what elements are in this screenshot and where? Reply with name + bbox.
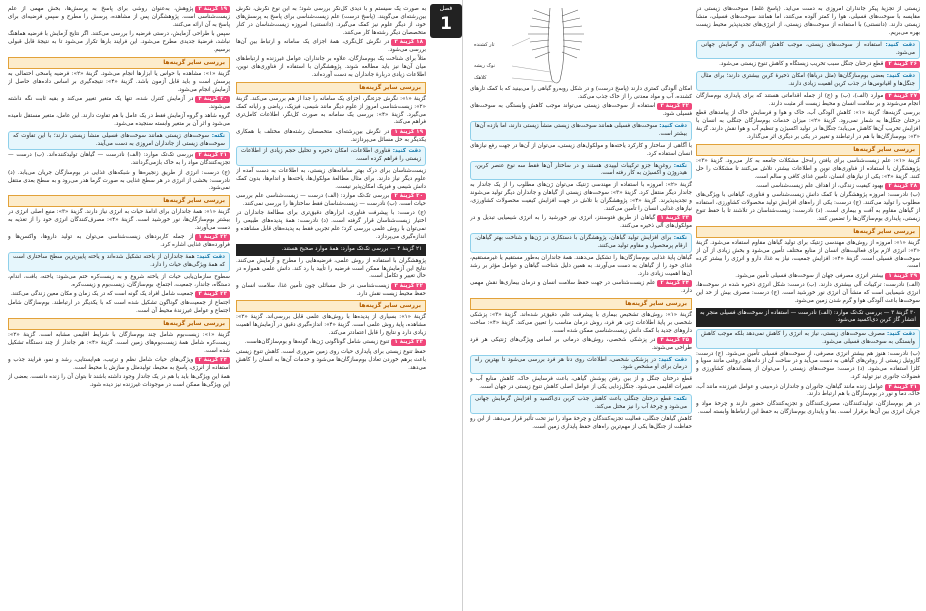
chapter-label: فصل: [439, 5, 453, 12]
tip-text: بعضی بوم‌سازگان‌ها (مثل دریاها) امکان ذخیرهٔ کربن بیشتری دارند؛ برای مثال جنگل‌ها و اقیانوس‌ها در جذب کربن اهمیت زیادی دارند.: [701, 73, 915, 88]
answer-text: استفاده از سوخت‌های زیستی می‌تواند موجب کاهش وابستگی به سوخت‌های فسیلی شود.: [470, 103, 692, 118]
body-paragraph: سطوح سازمان‌یابی حیات از یاخته شروع و به زیست‌کره ختم می‌شود: یاخته، بافت، اندام، دستگاه، جاندار، جمعیت، اجتماع، بوم‌سازگان، زیست‌بوم و زیست‌کره.: [8, 273, 230, 288]
tip-text: برای افزایش تولید گیاهان، پژوهشگران با دستکاری در ژن‌ها و شناخت بهتر گیاهان، ارقام پرمحصول و مقاوم تولید می‌کنند.: [475, 235, 687, 249]
answer-text: در نگرش بین‌رشته‌ای، متخصصان رشته‌های مختلف با همکاری یکدیگر به حل مسائل می‌پردازند.: [236, 128, 426, 143]
body-paragraph: امکان آلودگی کمتری دارند (پاسخ درست) و در شکل روبه‌رو گیاهی را می‌بینید که با کمک تارهای کشنده، آب و مواد معدنی را از خاک جذب می‌کند.: [470, 86, 692, 100]
body-paragraph: گزینهٔ «۱»: نگرش جزءنگر، اجزای یک سامانه را جدا از هم بررسی می‌کند. گزینهٔ «۲»: زیست‌شناسی امروز از علوم دیگر مانند شیمی، فیزیک، ریاضی و رایانه کمک می‌گیرد. گزینهٔ «۴»: بررسی یک سامانه به صورت کل‌نگر، اطلاعات کامل‌تری فراهم می‌کند.: [236, 95, 426, 126]
section-heading: بررسی سایر گزینه‌ها: [696, 144, 920, 156]
answer-text: تنوع زیستی شامل گوناگونی ژن‌ها، گونه‌ها و بوم‌سازگان‌هاست.: [244, 339, 390, 346]
answer-text: در نگرش کل‌نگری، همهٔ اجزای یک سامانه و ارتباط بین آن‌ها بررسی می‌شود.: [236, 38, 426, 53]
body-paragraph: (ب) نادرست: امروزه پژوهشگران با کمک دانش زیست‌شناسی و فناوری، گیاهانی با ویژگی‌های مطلوب را تولید می‌کنند. (ج) درست: یکی از راه‌های افزایش تولید محصولات کشاورزی، استفاده از گیاهان مقاوم به آفت و بیماری است. (د) نادرست: زیست‌شناسان در تلاشند تا با حفظ تنوع زیستی، پایداری بوم‌سازگان‌ها را تضمین کنند.: [696, 192, 920, 222]
body-paragraph: گزینهٔ «۲»: امروزه با استفاده از مهندسی ژنتیک می‌توان ژن‌های مطلوب را از یک جاندار به جاندار دیگر منتقل کرد. گزینهٔ «۳»: سوخت‌های زیستی از گیاهان و جانداران دیگر تولید می‌شوند و تجدیدپذیرند. گزینهٔ «۴»: پژوهشگران با تلاش در جهت افزایش کیفیت محصولات کشاورزی، نیازهای غذایی انسان را تأمین می‌کنند.: [470, 182, 692, 213]
section-heading: بررسی سایر گزینه‌ها: [470, 298, 692, 310]
body-paragraph: سپس با طراحی آزمایش، درستی فرضیه را بررسی می‌کنند. اگر نتایج آزمایش با فرضیه هماهنگ نباشد، فرضیهٔ جدیدی مطرح می‌شود. این فرایند بارها تکرار می‌شود تا به نتیجهٔ قابل قبولی برسیم.: [8, 31, 230, 53]
answer-item: [8, 234, 230, 250]
answer-item: [696, 93, 920, 109]
chapter-number: 1: [440, 14, 452, 34]
body-paragraph: (ج) درست: انرژی از طریق زنجیره‌ها و شبکه‌های غذایی در بوم‌سازگان جریان می‌یابد. (د) نادرست: بخشی از انرژی در هر سطح غذایی به صورت گرما هدر می‌رود و به سطح بعدی منتقل نمی‌شود.: [8, 169, 230, 192]
page-gutter: [462, 0, 463, 611]
figure-label-root-cap: کلاهک: [474, 75, 487, 81]
answer-item: [236, 283, 426, 299]
answer-number-badge: ۲۴ گزینهٔ ۲: [195, 357, 230, 364]
tip-text: در پزشکی شخصی، اطلاعات روی دنا هر فرد بررسی می‌شود تا بهترین راه درمان برای او مشخص شود.: [475, 356, 687, 371]
tip-text: مصرف سوخت‌های زیستی، نیاز به انرژی را کاهش نمی‌دهد بلکه موجب کاهش وابستگی به سوخت‌های فسیلی می‌شود.: [701, 330, 915, 345]
column-right-inner: [470, 6, 692, 606]
answer-item: [236, 339, 426, 347]
body-paragraph: به صورت یک سیستم و با دیدی کل‌نگر بررسی شود؛ به این نوع نگرش، نگرش بین‌رشته‌ای می‌گویند. (پاسخ درست) علم زیست‌شناسی برای پاسخ به پرسش‌های خود، از دیگر علوم نیز کمک می‌گیرد. (دانستنی) امروزه زیست‌شناسان در کنار متخصصان دیگر رشته‌ها کار می‌کنند.: [236, 6, 426, 36]
tip-label: نکته:: [211, 132, 226, 139]
answer-item: [8, 357, 230, 373]
answer-text: پژوهش، به‌عنوان روشی برای پاسخ به پرسش‌ها، بخش مهمی از علم زیست‌شناسی است. پژوهشگران پس از مشاهده، پرسش را مطرح و سپس فرضیه‌ای برای پاسخ به آن ارائه می‌کنند.: [8, 6, 230, 28]
answer-text: بهبود کیفیت زندگی، از اهداف علم زیست‌شناسی است.: [755, 182, 884, 189]
section-heading: بررسی سایر گزینه‌ها: [236, 82, 426, 94]
body-paragraph: گروه شاهد و گروه آزمایش فقط در یک عامل با هم تفاوت دارند. این عامل، متغیر مستقل نامیده می‌شود و اثر آن بر متغیر وابسته سنجیده می‌شود.: [8, 112, 230, 127]
tip-text: سوخت‌های فسیلی همانند سوخت‌های زیستی منشأ زیستی دارند، اما بازده آن‌ها بیشتر است.: [475, 122, 687, 137]
answer-item: [236, 39, 426, 55]
body-paragraph: زیستی از تجزیهٔ پیکر جانداران امروزی به دست می‌آید. (پاسخ غلط) سوخت‌های زیستی در مقایسه با سوخت‌های فسیلی، هوا را کمتر آلوده می‌کنند، اما همانند سوخت‌های فسیلی، منشأ زیستی دارند. (دانستنی) با استفاده از سوخت‌های زیستی، از انرژی‌های تجدیدپذیر محیط زیست بهره می‌بریم.: [696, 6, 920, 36]
tip-label: دقت کنید:: [196, 254, 225, 261]
answer-item: [470, 337, 692, 353]
tip-label: دقت کنید:: [886, 73, 915, 80]
body-paragraph: (ج) درست: با پیشرفت فناوری، ابزارهای دقیق‌تری برای مطالعهٔ جانداران در اختیار زیست‌شناسان قرار گرفته است. (د) نادرست: همهٔ پدیده‌های طبیعی را نمی‌توان با روش علمی بررسی کرد؛ علم تجربی فقط به پدیده‌های قابل مشاهده و اندازه‌گیری می‌پردازد.: [236, 210, 426, 241]
answer-number-badge: ۱۹ گزینهٔ ۳: [195, 6, 230, 13]
body-paragraph: حفظ تنوع زیستی برای پایداری حیات روی زمین ضروری است. کاهش تنوع زیستی باعث برهم خوردن تعادل بوم‌سازگان‌ها می‌شود و خدمات آن‌ها به انسان را کاهش می‌دهد.: [236, 348, 426, 371]
answer-item: [696, 61, 920, 69]
answer-number-badge: ۲۰ گزینهٔ ۲: [391, 193, 426, 200]
answer-number-badge: ۲۰ گزینهٔ ۴: [195, 96, 230, 103]
tip-label: دقت کنید:: [659, 122, 687, 129]
tip-box: [696, 40, 920, 60]
answer-text: گیاهان از طریق فتوسنتز، انرژی نور خورشید را به انرژی شیمیایی تبدیل و در مولکول‌های آلی ذخیره می‌کنند.: [470, 215, 692, 230]
answer-text: قطع درختان جنگل سبب تخریب زیستگاه و کاهش تنوع زیستی می‌شود.: [719, 61, 884, 68]
tip-label: نکته:: [673, 162, 688, 169]
answer-number-badge: ۳۱ گزینهٔ ۴: [885, 384, 920, 391]
section-heading: بررسی سایر گزینه‌ها: [8, 57, 230, 69]
body-paragraph: گیاهان پایهٔ غذایی بوم‌سازگان‌ها را تشکیل می‌دهند. همهٔ جانداران به‌طور مستقیم یا غیرمستقیم، غذای خود را از گیاهان به دست می‌آورند. به همین دلیل شناخت گیاهان و عوامل مؤثر بر رشد آن‌ها اهمیت زیادی دارد.: [470, 254, 692, 277]
answer-item: [236, 129, 426, 145]
answer-item: [8, 291, 230, 299]
answer-item: [696, 183, 920, 191]
tip-box: [470, 355, 692, 375]
section-heading: بررسی سایر گزینه‌ها: [8, 318, 230, 330]
body-paragraph: گزینهٔ «۱»: علم زیست‌شناسی برای یافتن راه‌حل مشکلات جامعه به کار می‌رود. گزینهٔ «۳»: پژوهشگران با استفاده از فناوری‌های نوین و اطلاعات بیشتر، تلاش می‌کنند تا مشکلات را حل کنند. گزینهٔ «۴»: یکی از نیازهای انسان، تأمین غذای کافی و سالم است.: [696, 157, 920, 180]
answer-text: از جمله کاربردهای زیست‌شناسی می‌توان به تولید داروها، واکسن‌ها و فراورده‌های غذایی اشاره کرد.: [8, 234, 230, 249]
body-paragraph: همهٔ این ویژگی‌ها باید با هم در یک جاندار وجود داشته باشند تا بتوان آن را زنده دانست. بعضی از این ویژگی‌ها ممکن است در موجودات غیرزنده نیز دیده شود.: [8, 374, 230, 389]
tip-box: [696, 329, 920, 349]
answer-text: بررسی تک‌تک موارد: (الف) نادرست — گیاهان تولیدکننده‌اند. (ب) درست — تجزیه‌کنندگان مواد را به خاک بازمی‌گردانند.: [8, 152, 230, 167]
answer-item: [8, 96, 230, 112]
body-paragraph: (ب) نادرست: هنوز هم بیشتر انرژی مصرفی، از سوخت‌های فسیلی تأمین می‌شود. (ج) درست: گازوئیل زیستی از روغن‌های گیاهی به دست می‌آید و در ساخت آن از دانه‌های روغنی مانند سویا و کلزا استفاده می‌شود. (د) درست: سوخت‌های زیستی را می‌توان از پسماندهای کشاورزی و فضولات جانوری نیز تولید کرد.: [696, 350, 920, 381]
tip-box: [8, 252, 230, 272]
answer-item: [696, 384, 920, 400]
answer-number-badge: ۲۱ گزینهٔ ۲: [195, 152, 230, 159]
tip-box: [470, 121, 692, 141]
answer-text: در پزشکی شخصی، روش‌های درمانی بر اساس ویژگی‌های ژنتیکی هر فرد طراحی می‌شوند.: [470, 336, 692, 351]
body-paragraph: بررسی گزینه‌ها: گزینهٔ «۱»: کاهش آلودگی آب، خاک و هوا و فرسایش خاک از پیامدهای قطع درختان جنگل‌ها به شمار نمی‌رود. گزینهٔ «۲»: میزان خدمات بوم‌سازگان جنگلی به انسان با افزایش تخریب آن‌ها کاهش می‌یابد؛ جنگل‌ها در تولید اکسیژن و تنظیم آب و هوا نقش دارند. گزینهٔ «۳»: بوم‌سازگان‌ها با هم در ارتباطند و تغییر در یکی بر دیگری اثر می‌گذارد.: [696, 110, 920, 140]
answer-item: [470, 103, 692, 119]
tip-label: دقت کنید:: [658, 356, 687, 363]
answer-text: بیشتر انرژی مصرفی جهان از سوخت‌های فسیلی تأمین می‌شود.: [735, 272, 884, 279]
tip-box: [8, 131, 230, 151]
body-paragraph: گزینهٔ «۱»: مشاهده با حواس یا ابزارها انجام می‌شود. گزینهٔ «۲»: فرضیه پاسخی احتمالی به پرسش است و باید قابل آزمون باشد. گزینهٔ «۴»: نتیجه‌گیری بر اساس داده‌های حاصل از آزمایش انجام می‌شود.: [8, 70, 230, 93]
answer-item: [470, 280, 692, 296]
answer-item: [8, 152, 230, 168]
answer-number-badge: ۲۸ گزینهٔ ۲: [885, 183, 920, 190]
tip-text: قطع درختان جنگلی باعث کاهش جذب کربن دی‌اکسید و افزایش گرمایش جهانی می‌شود و چرخهٔ آب را نیز مختل می‌کند.: [475, 396, 687, 411]
answer-item: [696, 273, 920, 281]
answer-number-badge: ۲۶ گزینهٔ ۲: [885, 61, 920, 68]
answer-item: [236, 193, 426, 209]
highlight-bar: ۲۱ گزینهٔ ۴ — بررسی تک‌تک موارد: همهٔ موارد صحیح هستند.: [236, 244, 426, 256]
answer-number-badge: ۲۲ گزینهٔ ۳: [391, 283, 426, 290]
tip-text: همهٔ جانداران از یاخته تشکیل شده‌اند و یاخته پایین‌ترین سطح ساختاری است که همهٔ ویژگی‌های حیات را دارد.: [13, 254, 225, 269]
answer-number-badge: ۳۲ گزینهٔ ۳: [657, 103, 692, 110]
answer-number-badge: ۳۳ گزینهٔ ۱: [657, 215, 692, 222]
body-paragraph: گزینهٔ «۱»: روش‌های تشخیص بیماری با پیشرفت علم، دقیق‌تر شده‌اند. گزینهٔ «۳»: پزشکی شخصی بر پایهٔ اطلاعات ژنی هر فرد، روش درمان مناسب را تعیین می‌کند. گزینهٔ «۴»: ساخت داروهای جدید با کمک دانش زیست‌شناسی ممکن شده است.: [470, 311, 692, 334]
body-paragraph: کاهش گیاهان جنگلی، فعالیت تجزیه‌کنندگان و چرخهٔ مواد را نیز تحت تأثیر قرار می‌دهد. از این رو حفاظت از جنگل‌ها یکی از مهم‌ترین راه‌های حفظ پایداری زمین است.: [470, 416, 692, 430]
body-paragraph: پژوهشگران با استفاده از روش علمی، فرضیه‌هایی را مطرح و آزمایش می‌کنند. نتایج این آزمایش‌ها ممکن است فرضیه را تأیید یا رد کند. دانش علمی همواره در حال تغییر و تکامل است.: [236, 257, 426, 280]
body-paragraph: با آگاهی از ساختار و کارکرد یاخته‌ها و مولکول‌های زیستی، می‌توان از آن‌ها در جهت رفع نیازهای انسان استفاده کرد.: [470, 142, 692, 157]
answer-number-badge: ۳۵ گزینهٔ ۴: [657, 337, 692, 344]
chapter-badge: [430, 4, 462, 38]
body-paragraph: گزینهٔ «۱»: همهٔ جانداران برای ادامهٔ حیات به انرژی نیاز دارند. گزینهٔ «۳»: منبع اصلی انرژی در بیشتر بوم‌سازگان‌ها، نور خورشید است. گزینهٔ «۴»: مصرف‌کنندگان انرژی خود را از تغذیه به دست می‌آورند.: [8, 209, 230, 232]
answer-text: در آزمایش کنترل شده، تنها یک متغیر تغییر می‌کند و بقیه ثابت نگه داشته می‌شوند.: [8, 95, 230, 110]
column-left-outer: [8, 6, 230, 606]
answer-number-badge: ۲۹ گزینهٔ ۱: [885, 273, 920, 280]
answer-text: موارد (الف)، (ب) و (ج) از جمله اقداماتی هستند که برای پایداری بوم‌سازگان انجام می‌شوند و بر سلامت انسان و محیط زیست اثر مثبت دارند.: [696, 93, 920, 108]
answer-text: جمعیت شامل افراد یک گونه است که در یک زمان و مکان معین زندگی می‌کنند.: [10, 291, 194, 298]
body-paragraph: زیست‌شناسان برای درک بهتر سامانه‌های زیستی، به اطلاعات به دست آمده از علوم دیگر نیاز دارند. برای مثال مطالعهٔ مولکول‌ها، یاخته‌ها و اندام‌ها، بدون کمک دانش شیمی و فیزیک امکان‌پذیر نیست.: [236, 168, 426, 191]
tip-label: دقت کنید:: [885, 41, 915, 48]
column-right-outer: [696, 6, 920, 606]
tip-box: [470, 233, 692, 253]
tip-text: سوخت‌های زیستی همانند سوخت‌های فسیلی منشأ زیستی دارند؛ با این تفاوت که سوخت‌های زیستی از جانداران امروزی به دست می‌آیند.: [13, 132, 225, 147]
section-heading: بررسی سایر گزینه‌ها: [696, 226, 920, 238]
tip-text: استفاده از سوخت‌های زیستی، موجب کاهش آلایندگی و گرمایش جهانی می‌شود.: [701, 41, 915, 56]
section-heading: بررسی سایر گزینه‌ها: [8, 195, 230, 207]
answer-number-badge: ۲۷ گزینهٔ ۴: [885, 93, 920, 100]
answer-text: زیست‌شناسی در حل مسائلی چون تأمین غذا، سلامت انسان و حفظ محیط زیست نقش دارد.: [236, 282, 426, 297]
tip-text: فناوری اطلاعات، امکان ذخیره و تحلیل حجم زیادی از اطلاعات زیستی را فراهم کرده است.: [241, 148, 421, 163]
body-paragraph: اجتماع از جمعیت‌های گوناگون تشکیل شده است که با یکدیگر در ارتباطند. بوم‌سازگان شامل اجتماع و عوامل غیرزندهٔ محیط آن است.: [8, 300, 230, 315]
figure-label-root-hair: تار کشنده: [474, 42, 495, 48]
tip-label: دقت کنید:: [886, 330, 915, 337]
answer-text: علم زیست‌شناسی در جهت حفظ سلامت انسان و درمان بیماری‌ها نقش مهمی دارد.: [470, 279, 692, 294]
body-paragraph: مثلاً برای شناخت یک بوم‌سازگان، علاوه بر جانداران، عوامل غیرزنده و ارتباط‌های میان آن‌ها نیز باید مطالعه شوند. پژوهشگران با استفاده از فناوری‌های نوین، اطلاعات زیادی دربارهٔ جانداران به دست آورده‌اند.: [236, 56, 426, 78]
tip-label: دقت کنید:: [392, 148, 422, 155]
body-paragraph: قطع درختان جنگل و از بین رفتن پوشش گیاهی، باعث فرسایش خاک، کاهش منابع آب و تغییرات اقلیمی می‌شود. جنگل‌زدایی یکی از عوامل اصلی کاهش تنوع زیستی در جهان است.: [470, 376, 692, 391]
body-paragraph: در هر بوم‌سازگان، تولیدکنندگان، مصرف‌کنندگان و تجزیه‌کنندگان حضور دارند و چرخهٔ مواد و جریان انرژی بین آن‌ها برقرار است. بقا و پایداری بوم‌سازگان به حفظ این ارتباط‌ها وابسته است.: [696, 400, 920, 415]
body-paragraph: گزینهٔ «۱»: بسیاری از پدیده‌ها با روش‌های علمی قابل بررسی‌اند. گزینهٔ «۲»: مشاهده، پایهٔ روش علمی است. گزینهٔ «۴»: اندازه‌گیری دقیق در آزمایش‌ها اهمیت زیادی دارد و نتایج را قابل اعتمادتر می‌کند.: [236, 314, 426, 337]
highlight-bar: ۳۰ گزینهٔ ۳ — بررسی تک‌تک موارد: (الف) نادرست — استفاده از سوخت‌های فسیلی منجر به انتشار گاز کربن دی‌اکسید می‌شود.: [696, 308, 920, 327]
root-figure: [472, 6, 622, 84]
tip-label: نکته:: [673, 396, 687, 403]
answer-number-badge: ۲۳ گزینهٔ ۳: [195, 291, 230, 298]
section-heading: بررسی سایر گزینه‌ها: [236, 300, 426, 312]
answer-number-badge: ۱۸ گزینهٔ ۳: [391, 39, 426, 46]
tip-text: روغن‌ها جزو ترکیبات لیپیدی هستند و در ساختار آن‌ها فقط سه نوع عنصر کربن، هیدروژن و اکسیژن به کار رفته است.: [475, 162, 687, 177]
body-paragraph: گزینهٔ «۱»: زیست‌بوم شامل چند بوم‌سازگان با شرایط اقلیمی مشابه است. گزینهٔ «۲»: زیست‌کره شامل همهٔ زیست‌بوم‌های زمین است. گزینهٔ «۴»: هر جاندار از چند دستگاه تشکیل شده است.: [8, 332, 230, 354]
body-paragraph: (الف) نادرست: ترکیبات آلی بیشتری دارند. (ب) درست: شکل انرژی ذخیره شده در سوخت‌ها، انرژی شیمیایی است که منشأ آن انرژی نور خورشید است. (ج) درست: مصرف بیش از حد این سوخت‌ها باعث آلودگی هوا و گرم شدن زمین می‌شود.: [696, 281, 920, 304]
answer-number-badge: ۲۳ گزینهٔ ۱: [391, 339, 426, 346]
tip-box: [236, 146, 426, 166]
tip-box: [470, 394, 692, 414]
answer-text: ویژگی‌های حیات شامل نظم و ترتیب، هم‌ایستایی، رشد و نمو، فرایند جذب و استفاده از انرژی، پاسخ به محیط، تولیدمثل و سازش با محیط است.: [8, 357, 230, 371]
answer-item: [8, 6, 230, 30]
tip-label: نکته:: [673, 235, 687, 242]
answer-number-badge: ۲۲ گزینهٔ ۱: [195, 234, 230, 241]
answer-text: عوامل زنده مانند گیاهان، جانوران و جانداران ذره‌بینی و عوامل غیرزنده مانند آب، خاک، دما و نور در بوم‌سازگان با هم ارتباط دارند.: [696, 383, 920, 398]
answer-text: بررسی تک‌تک موارد: (الف) درست — زیست‌شناسی علم بررسی حیات است. (ب) نادرست — زیست‌شناسان فقط ساختارها را بررسی نمی‌کنند.: [236, 193, 426, 208]
answer-number-badge: ۱۹ گزینهٔ ۱: [391, 129, 426, 136]
answer-item: [470, 215, 692, 231]
figure-label-root-tip: نوک ریشه: [474, 63, 495, 69]
column-left-inner: [236, 6, 426, 606]
tip-box: [470, 161, 692, 181]
tip-box: [696, 71, 920, 91]
answer-number-badge: ۳۴ گزینهٔ ۲: [657, 280, 692, 287]
body-paragraph: گزینهٔ «۱»: امروزه از روش‌های مهندسی ژنتیک برای تولید گیاهان مقاوم استفاده می‌شود. گزینهٔ «۳»: انرژی لازم برای فعالیت‌های انسان از منابع مختلف تأمین می‌شود و بخش زیادی از آن از سوخت‌های فسیلی است. گزینهٔ «۴»: افزایش جمعیت، نیاز به غذا، دارو و انرژی را بیشتر کرده است.: [696, 239, 920, 270]
